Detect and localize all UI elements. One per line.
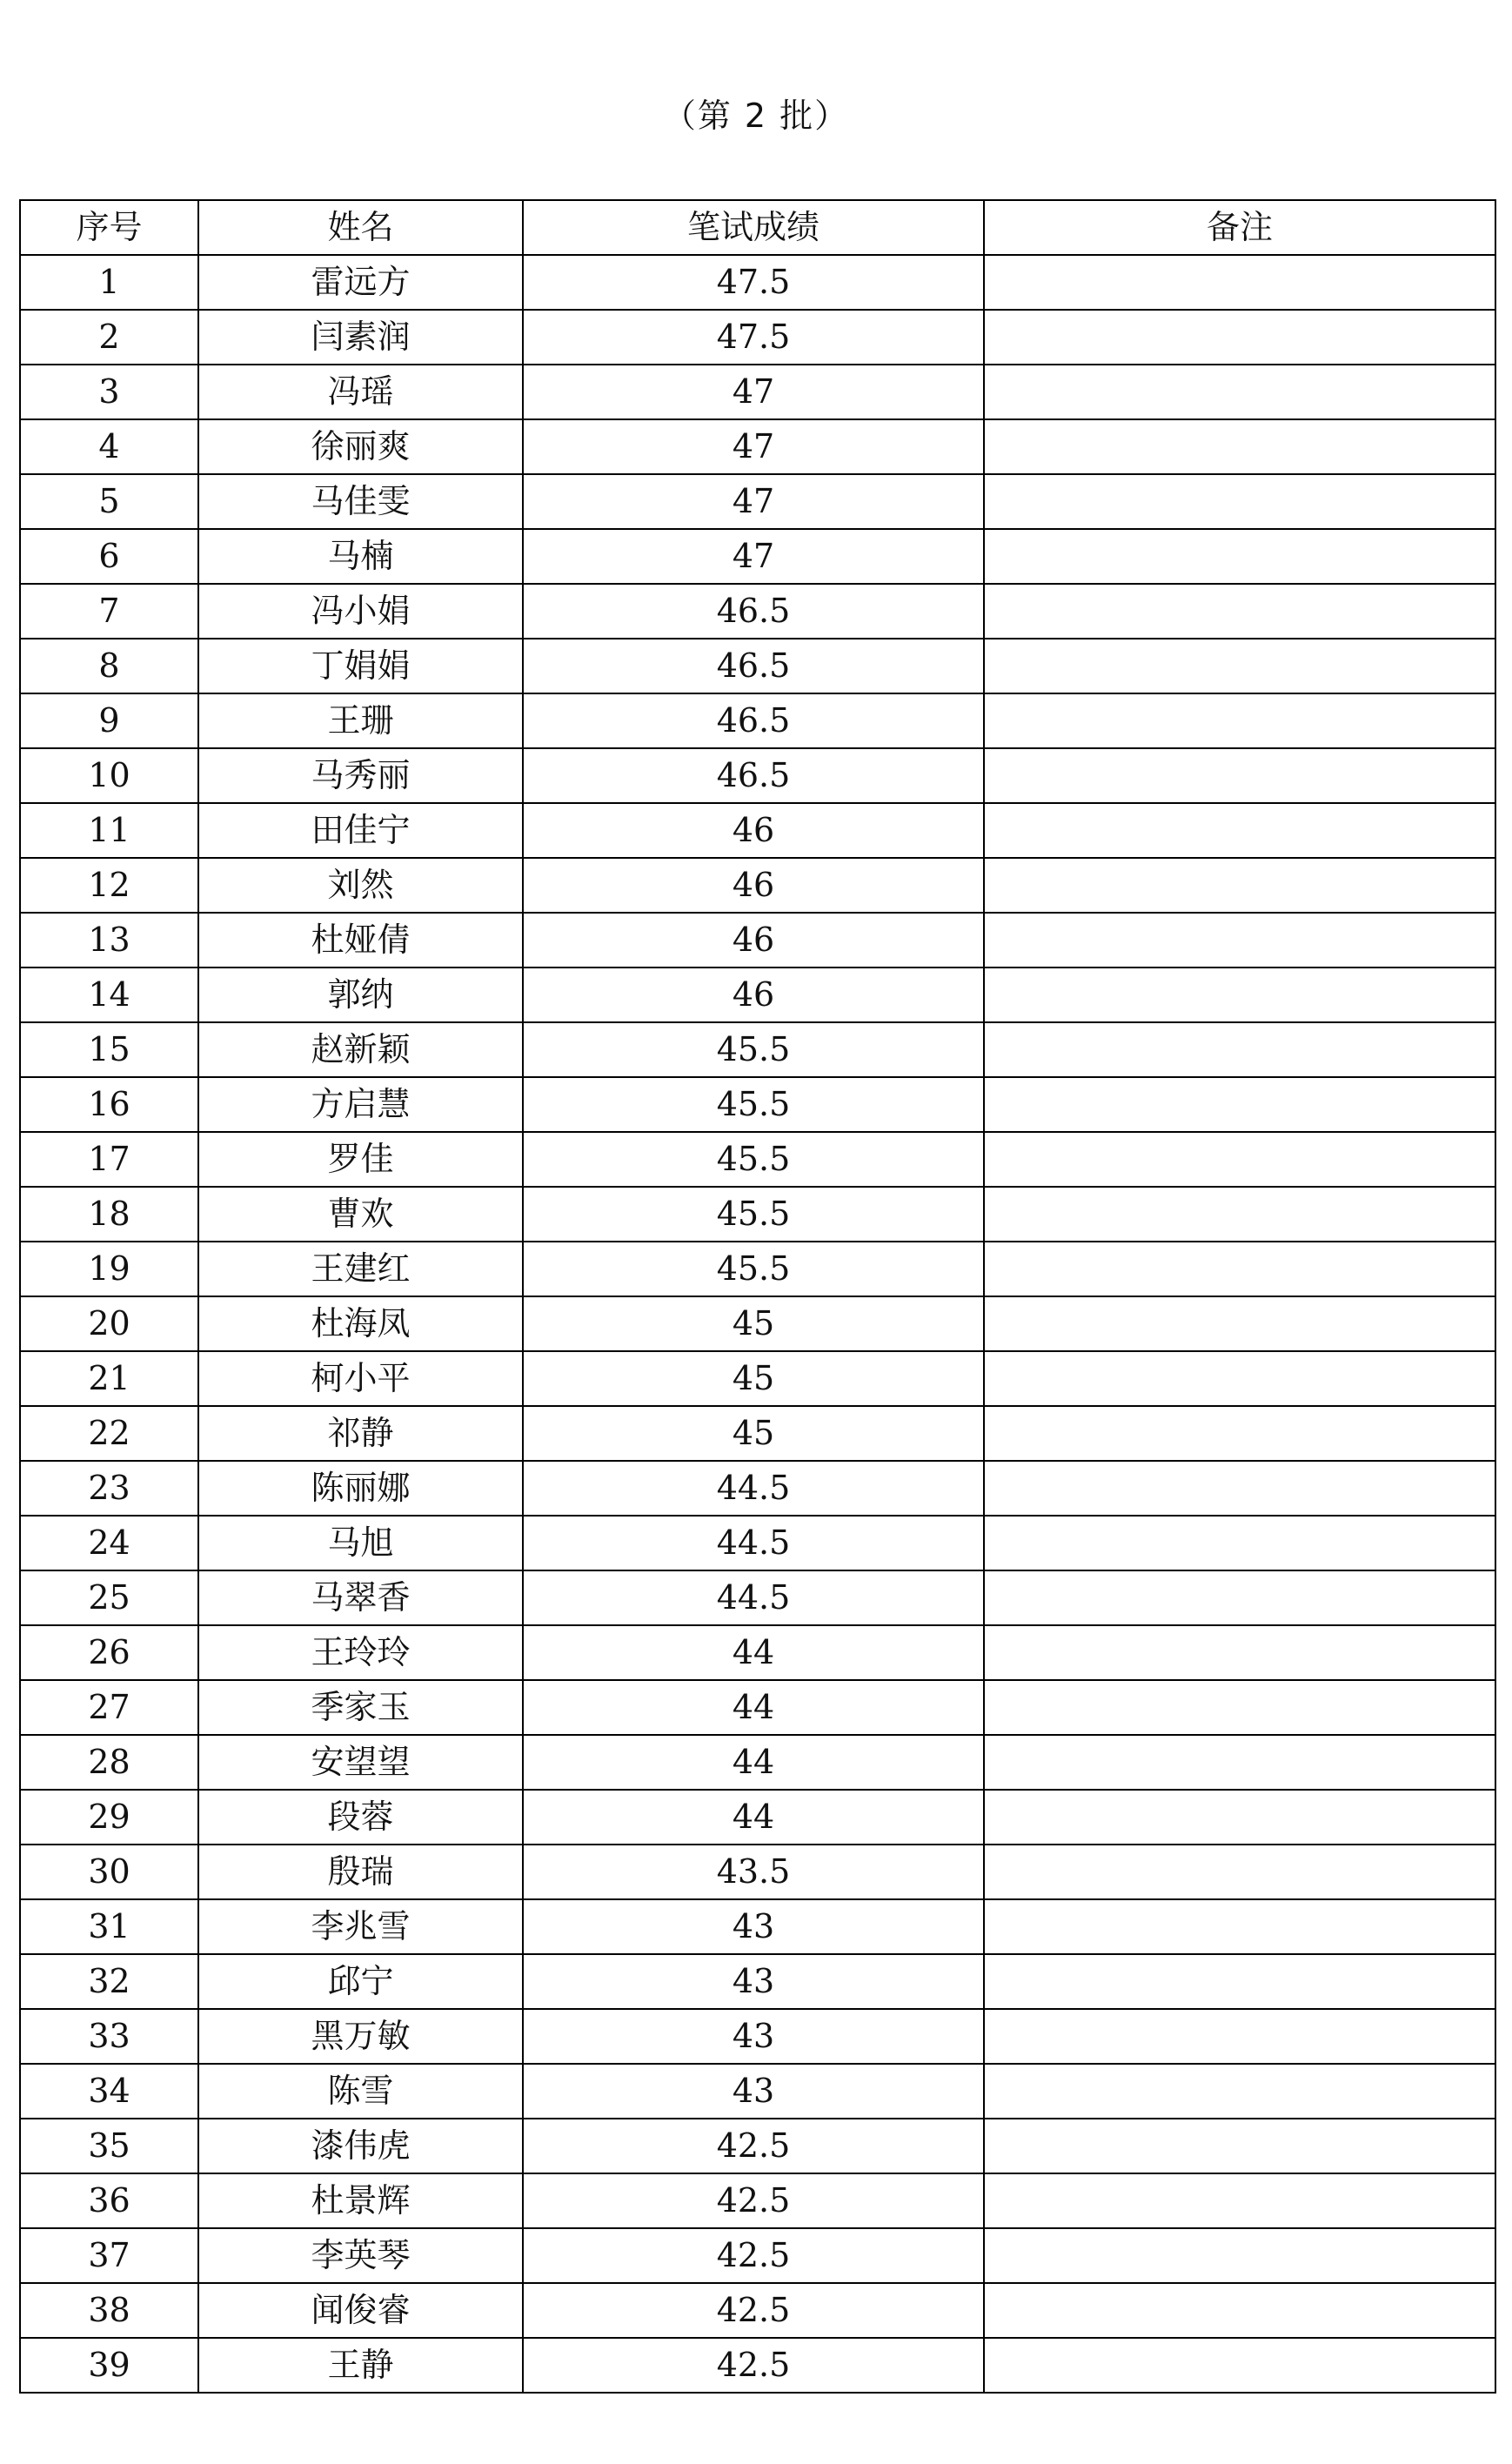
cell-score: 43 (523, 1899, 984, 1954)
table-row (20, 365, 1495, 419)
table-row (20, 2173, 1495, 2228)
cell-seq: 8 (20, 639, 198, 693)
cell-note (984, 584, 1495, 639)
table-row (20, 1187, 1495, 1242)
table-row (20, 2228, 1495, 2283)
cell-note (984, 2338, 1495, 2393)
cell-score: 42.5 (523, 2173, 984, 2228)
cell-note (984, 748, 1495, 803)
table-row (20, 1570, 1495, 1625)
cell-name: 雷远方 (198, 255, 523, 310)
cell-score: 45.5 (523, 1077, 984, 1132)
cell-seq: 30 (20, 1845, 198, 1899)
cell-name: 马翠香 (198, 1570, 523, 1625)
cell-name: 王建红 (198, 1242, 523, 1296)
cell-note (984, 858, 1495, 913)
cell-seq: 29 (20, 1790, 198, 1845)
table-row (20, 803, 1495, 858)
cell-name: 马楠 (198, 529, 523, 584)
cell-score: 42.5 (523, 2283, 984, 2338)
table-row (20, 1625, 1495, 1680)
cell-name: 陈雪 (198, 2064, 523, 2119)
cell-note (984, 1187, 1495, 1242)
cell-name: 王珊 (198, 693, 523, 748)
cell-score: 42.5 (523, 2228, 984, 2283)
cell-name: 田佳宁 (198, 803, 523, 858)
table-row (20, 2064, 1495, 2119)
table-row (20, 1296, 1495, 1351)
cell-seq: 21 (20, 1351, 198, 1406)
cell-seq: 5 (20, 474, 198, 529)
cell-note (984, 1625, 1495, 1680)
table-row (20, 1680, 1495, 1735)
cell-seq: 27 (20, 1680, 198, 1735)
cell-note (984, 1132, 1495, 1187)
cell-score: 44.5 (523, 1570, 984, 1625)
cell-seq: 34 (20, 2064, 198, 2119)
cell-note (984, 1735, 1495, 1790)
cell-name: 祁静 (198, 1406, 523, 1461)
score-table (19, 199, 1496, 2394)
cell-score: 44.5 (523, 1516, 984, 1570)
header-name: 姓名 (198, 200, 523, 255)
table-row (20, 1899, 1495, 1954)
cell-seq: 26 (20, 1625, 198, 1680)
cell-seq: 20 (20, 1296, 198, 1351)
cell-score: 47 (523, 419, 984, 474)
cell-score: 43 (523, 2064, 984, 2119)
cell-note (984, 1680, 1495, 1735)
cell-note (984, 1022, 1495, 1077)
cell-seq: 2 (20, 310, 198, 365)
cell-name: 马旭 (198, 1516, 523, 1570)
cell-name: 马佳雯 (198, 474, 523, 529)
cell-seq: 32 (20, 1954, 198, 2009)
table-row (20, 255, 1495, 310)
cell-name: 邱宁 (198, 1954, 523, 2009)
cell-score: 44 (523, 1625, 984, 1680)
cell-seq: 11 (20, 803, 198, 858)
table-row (20, 1242, 1495, 1296)
cell-name: 李兆雪 (198, 1899, 523, 1954)
table-row (20, 639, 1495, 693)
header-seq: 序号 (20, 200, 198, 255)
table-row (20, 474, 1495, 529)
cell-name: 罗佳 (198, 1132, 523, 1187)
cell-score: 47 (523, 365, 984, 419)
cell-note (984, 968, 1495, 1022)
cell-note (984, 803, 1495, 858)
cell-score: 46.5 (523, 693, 984, 748)
table-row (20, 1132, 1495, 1187)
cell-name: 方启慧 (198, 1077, 523, 1132)
cell-score: 46 (523, 858, 984, 913)
table-row (20, 1845, 1495, 1899)
cell-name: 闻俊睿 (198, 2283, 523, 2338)
cell-name: 冯小娟 (198, 584, 523, 639)
cell-note (984, 529, 1495, 584)
cell-score: 42.5 (523, 2119, 984, 2173)
cell-score: 43 (523, 2009, 984, 2064)
table-row (20, 1790, 1495, 1845)
table-row (20, 693, 1495, 748)
cell-name: 闫素润 (198, 310, 523, 365)
table-row (20, 858, 1495, 913)
cell-name: 杜海凤 (198, 1296, 523, 1351)
cell-seq: 25 (20, 1570, 198, 1625)
table-row (20, 419, 1495, 474)
cell-seq: 33 (20, 2009, 198, 2064)
table-row (20, 1077, 1495, 1132)
cell-note (984, 2064, 1495, 2119)
cell-name: 丁娟娟 (198, 639, 523, 693)
cell-note (984, 913, 1495, 968)
cell-seq: 1 (20, 255, 198, 310)
cell-seq: 38 (20, 2283, 198, 2338)
table-row (20, 1406, 1495, 1461)
cell-name: 殷瑞 (198, 1845, 523, 1899)
cell-seq: 37 (20, 2228, 198, 2283)
cell-seq: 23 (20, 1461, 198, 1516)
cell-note (984, 2283, 1495, 2338)
cell-note (984, 1242, 1495, 1296)
cell-note (984, 639, 1495, 693)
cell-score: 47 (523, 474, 984, 529)
cell-name: 冯瑶 (198, 365, 523, 419)
cell-note (984, 2173, 1495, 2228)
cell-name: 柯小平 (198, 1351, 523, 1406)
table-row (20, 913, 1495, 968)
table-row (20, 1735, 1495, 1790)
cell-score: 44 (523, 1680, 984, 1735)
cell-note (984, 1461, 1495, 1516)
cell-note (984, 2009, 1495, 2064)
cell-score: 47.5 (523, 310, 984, 365)
cell-note (984, 1845, 1495, 1899)
cell-seq: 31 (20, 1899, 198, 1954)
cell-note (984, 693, 1495, 748)
cell-score: 47.5 (523, 255, 984, 310)
table-row (20, 2119, 1495, 2173)
cell-name: 王玲玲 (198, 1625, 523, 1680)
cell-score: 45 (523, 1351, 984, 1406)
cell-name: 段蓉 (198, 1790, 523, 1845)
cell-name: 李英琴 (198, 2228, 523, 2283)
cell-name: 安望望 (198, 1735, 523, 1790)
table-row (20, 310, 1495, 365)
cell-seq: 12 (20, 858, 198, 913)
cell-seq: 39 (20, 2338, 198, 2393)
table-row (20, 748, 1495, 803)
table-row (20, 2009, 1495, 2064)
cell-seq: 18 (20, 1187, 198, 1242)
cell-score: 44.5 (523, 1461, 984, 1516)
cell-seq: 6 (20, 529, 198, 584)
cell-score: 46 (523, 968, 984, 1022)
cell-seq: 19 (20, 1242, 198, 1296)
cell-note (984, 1406, 1495, 1461)
cell-name: 刘然 (198, 858, 523, 913)
cell-score: 44 (523, 1735, 984, 1790)
cell-seq: 7 (20, 584, 198, 639)
cell-score: 42.5 (523, 2338, 984, 2393)
cell-note (984, 1077, 1495, 1132)
cell-note (984, 474, 1495, 529)
cell-seq: 14 (20, 968, 198, 1022)
table-row (20, 1516, 1495, 1570)
table-row (20, 584, 1495, 639)
cell-note (984, 2119, 1495, 2173)
cell-score: 43.5 (523, 1845, 984, 1899)
table-header-row (20, 200, 1495, 255)
cell-note (984, 2228, 1495, 2283)
header-note: 备注 (984, 200, 1495, 255)
table-row (20, 529, 1495, 584)
cell-name: 曹欢 (198, 1187, 523, 1242)
cell-seq: 16 (20, 1077, 198, 1132)
cell-note (984, 1899, 1495, 1954)
cell-name: 马秀丽 (198, 748, 523, 803)
table-row (20, 2283, 1495, 2338)
cell-score: 46.5 (523, 584, 984, 639)
cell-score: 46 (523, 803, 984, 858)
cell-name: 杜景辉 (198, 2173, 523, 2228)
cell-note (984, 1790, 1495, 1845)
cell-seq: 10 (20, 748, 198, 803)
cell-name: 陈丽娜 (198, 1461, 523, 1516)
cell-name: 徐丽爽 (198, 419, 523, 474)
cell-note (984, 310, 1495, 365)
cell-score: 47 (523, 529, 984, 584)
cell-score: 45.5 (523, 1132, 984, 1187)
cell-score: 45.5 (523, 1242, 984, 1296)
cell-name: 杜娅倩 (198, 913, 523, 968)
cell-score: 45.5 (523, 1187, 984, 1242)
cell-note (984, 365, 1495, 419)
cell-name: 赵新颖 (198, 1022, 523, 1077)
table-body (20, 255, 1495, 2393)
cell-name: 黑万敏 (198, 2009, 523, 2064)
page-title: （第 2 批） (662, 97, 850, 135)
cell-score: 45 (523, 1406, 984, 1461)
cell-score: 43 (523, 1954, 984, 2009)
table-row (20, 968, 1495, 1022)
cell-note (984, 1954, 1495, 2009)
cell-seq: 24 (20, 1516, 198, 1570)
cell-score: 44 (523, 1790, 984, 1845)
table-row (20, 1461, 1495, 1516)
cell-seq: 4 (20, 419, 198, 474)
cell-score: 46.5 (523, 748, 984, 803)
table-row (20, 1351, 1495, 1406)
cell-seq: 36 (20, 2173, 198, 2228)
table-row (20, 1954, 1495, 2009)
cell-seq: 9 (20, 693, 198, 748)
cell-seq: 13 (20, 913, 198, 968)
cell-seq: 35 (20, 2119, 198, 2173)
cell-seq: 17 (20, 1132, 198, 1187)
cell-seq: 15 (20, 1022, 198, 1077)
cell-note (984, 255, 1495, 310)
cell-seq: 22 (20, 1406, 198, 1461)
cell-score: 45 (523, 1296, 984, 1351)
table-row (20, 1022, 1495, 1077)
cell-score: 46 (523, 913, 984, 968)
cell-score: 45.5 (523, 1022, 984, 1077)
cell-score: 46.5 (523, 639, 984, 693)
cell-name: 季家玉 (198, 1680, 523, 1735)
cell-note (984, 1351, 1495, 1406)
cell-seq: 28 (20, 1735, 198, 1790)
cell-note (984, 1516, 1495, 1570)
cell-seq: 3 (20, 365, 198, 419)
header-score: 笔试成绩 (523, 200, 984, 255)
cell-note (984, 1570, 1495, 1625)
cell-name: 王静 (198, 2338, 523, 2393)
cell-note (984, 419, 1495, 474)
cell-name: 郭纳 (198, 968, 523, 1022)
cell-note (984, 1296, 1495, 1351)
cell-name: 漆伟虎 (198, 2119, 523, 2173)
table-row (20, 2338, 1495, 2393)
